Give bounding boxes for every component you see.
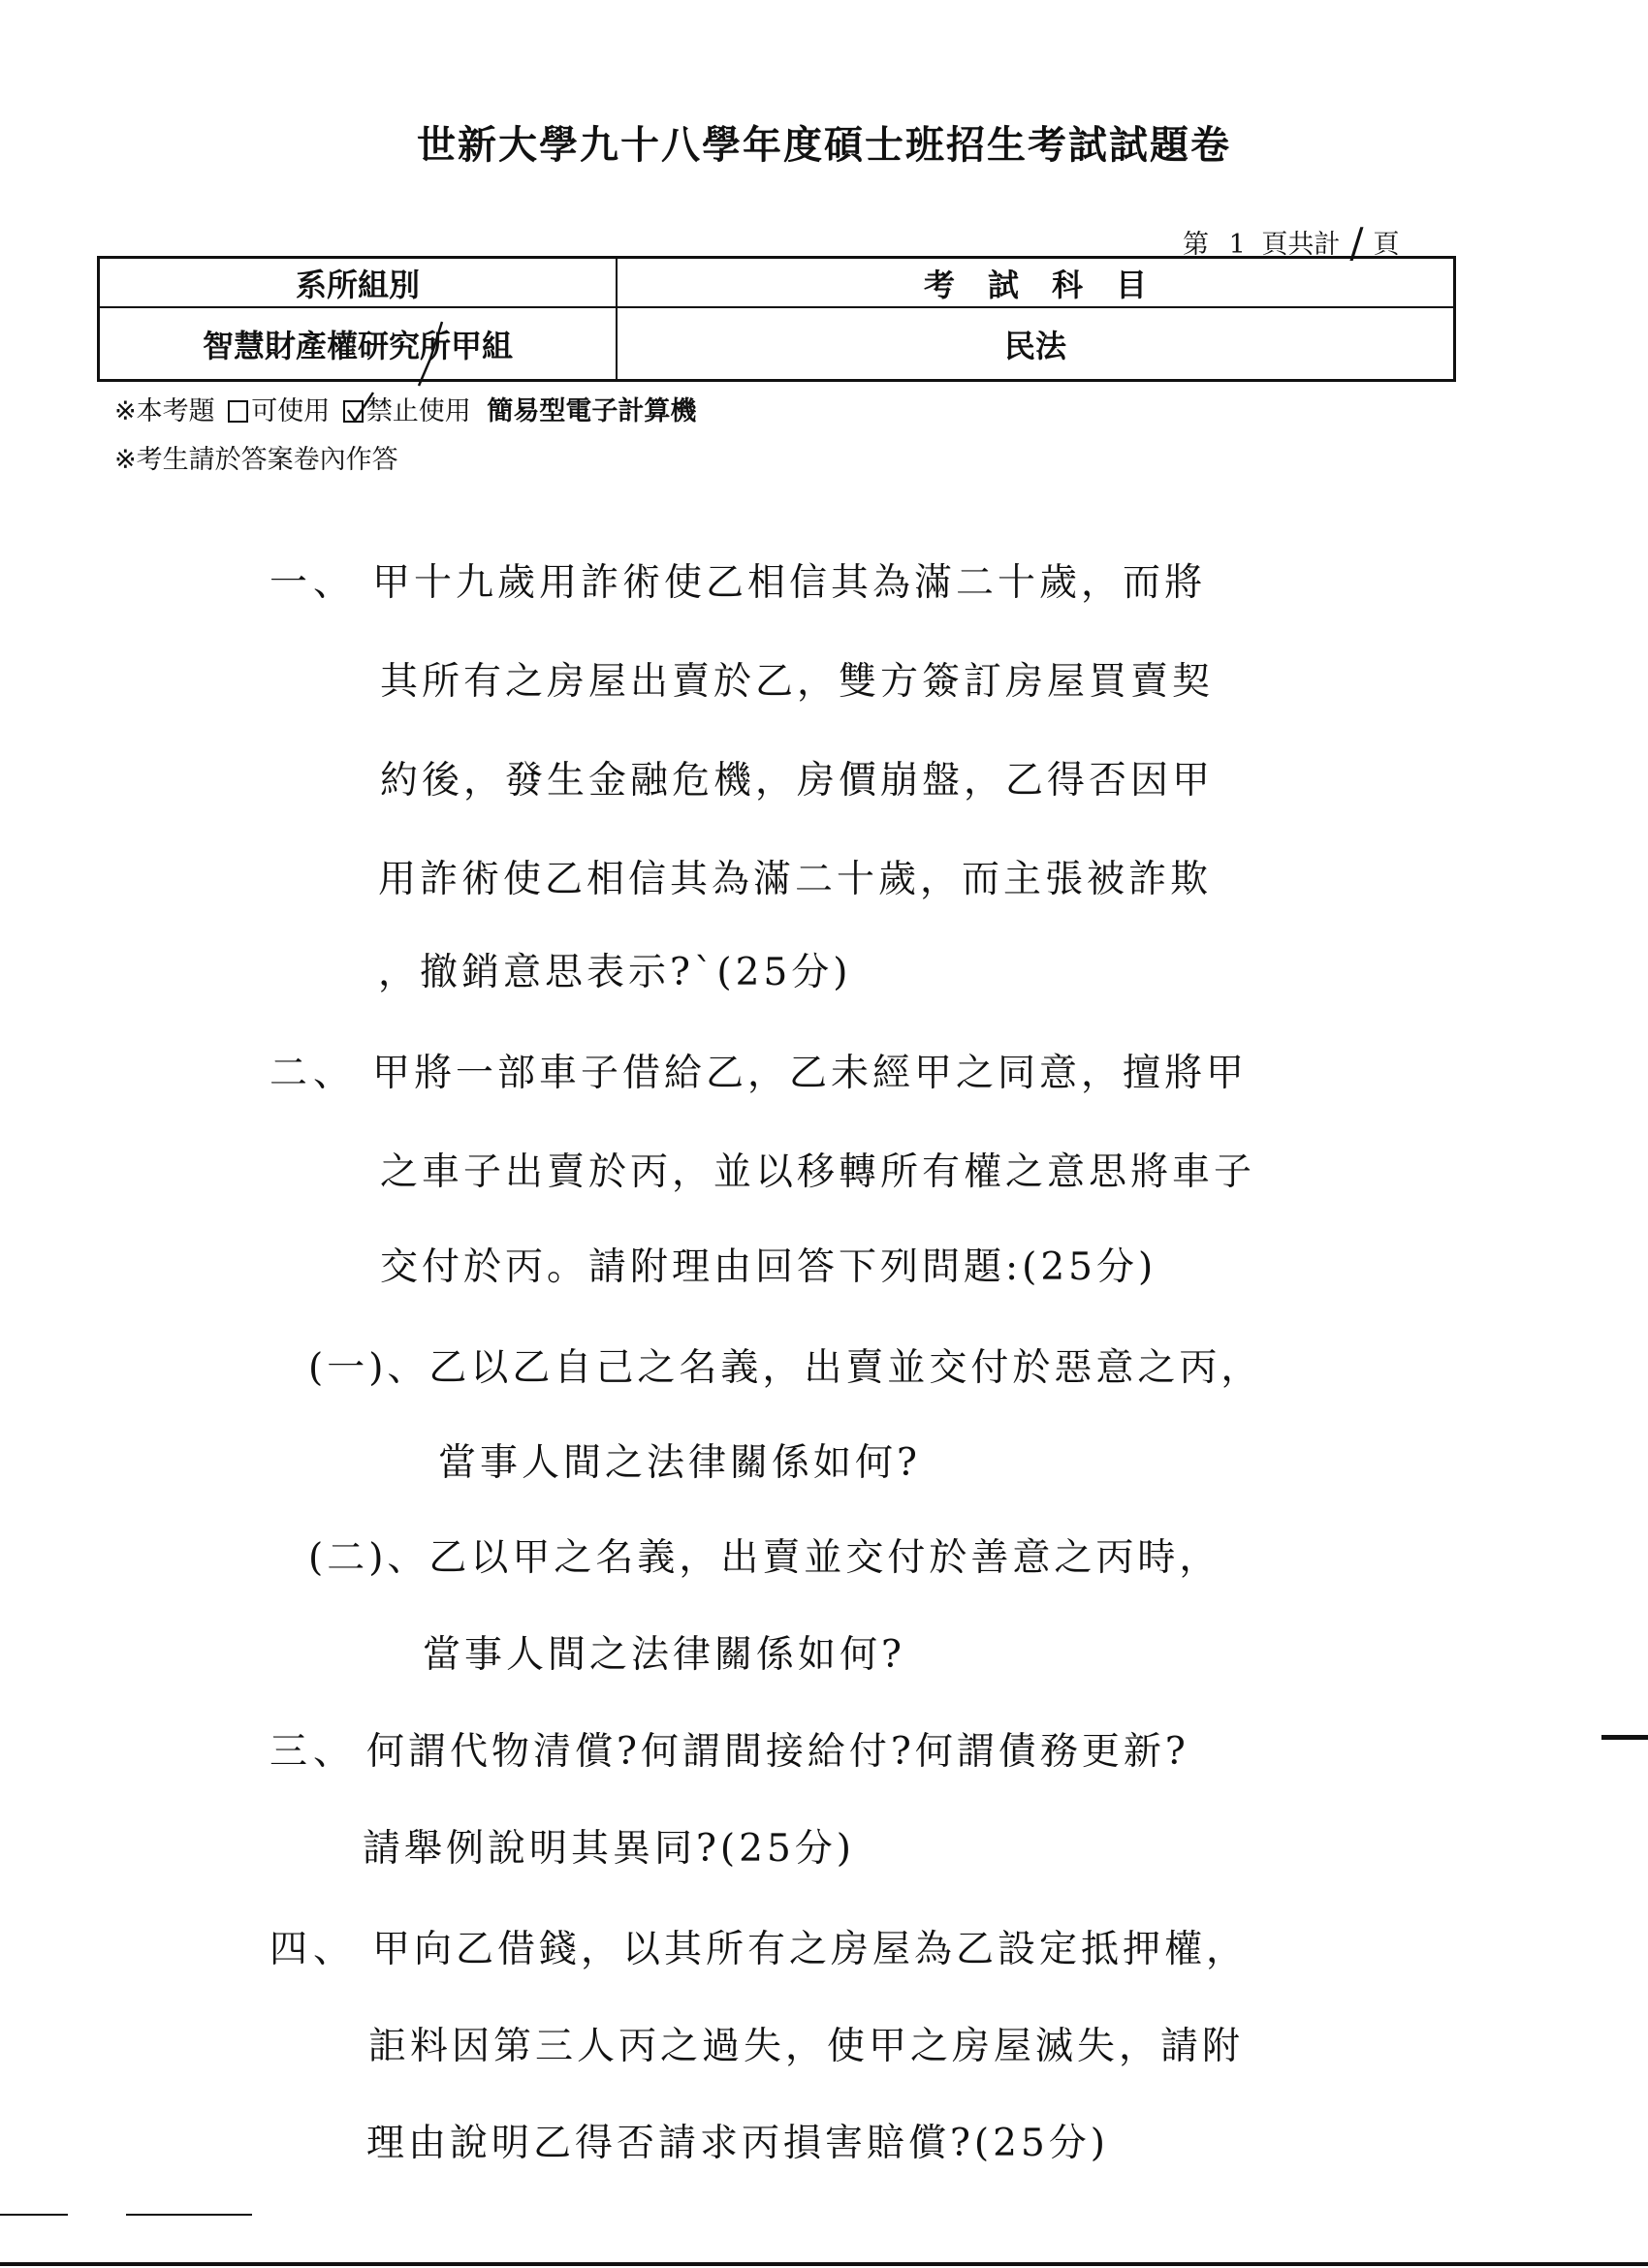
scan-artifact-mark	[126, 2214, 252, 2216]
page-middle: 頁共計	[1261, 230, 1341, 260]
question-2-sub-2-line: 當事人間之法律關係如何?	[423, 1633, 905, 1677]
exam-info-table	[97, 256, 1456, 382]
question-4-number: 四、	[269, 1928, 358, 1971]
calculator-note-prefix: ※本考題	[114, 396, 215, 426]
question-3-line: 何謂代物清償?何謂間接給付?何謂債務更新?	[366, 1730, 1189, 1774]
question-3-number: 三、	[269, 1730, 358, 1774]
pen-stroke-mark	[413, 320, 452, 388]
question-2-sub-1-line: 當事人間之法律關係如何?	[438, 1441, 921, 1485]
question-2-line: 之車子出賣於丙，並以移轉所有權之意思將車子	[380, 1150, 1256, 1194]
scan-artifact-mark	[0, 2214, 68, 2216]
question-3-line: 請舉例說明其異同?(25分)	[363, 1827, 855, 1871]
question-1-line: 用詐術使乙相信其為滿二十歲，而主張被詐欺	[378, 858, 1213, 901]
question-2-sub-2-line: (二)、乙以甲之名義，出賣並交付於善意之丙時，	[308, 1536, 1221, 1580]
subject-header: 考試科目	[617, 258, 1455, 308]
info-table-header-row	[99, 258, 1455, 308]
scan-artifact-mark	[1601, 1735, 1648, 1740]
calculator-note	[114, 390, 696, 427]
calculator-note-suffix: 簡易型電子計算機	[487, 396, 697, 426]
question-2-number: 二、	[269, 1052, 358, 1095]
question-4-line: 甲向乙借錢，以其所有之房屋為乙設定抵押權，	[372, 1928, 1249, 1971]
question-4-line: 理由說明乙得否請求丙損害賠償?(25分)	[366, 2122, 1109, 2165]
option-allowed-label: 可使用	[251, 396, 331, 426]
question-1-line: ，撤銷意思表示?`(25分)	[378, 951, 852, 994]
check-mark-icon	[346, 391, 375, 424]
question-1-number: 一、	[269, 561, 358, 605]
department-header: 系所組別	[99, 258, 618, 308]
question-4-line: 詎料因第三人丙之過失，使甲之房屋滅失，請附	[368, 2025, 1245, 2068]
department-value: 智慧財產權研究所甲組	[99, 307, 618, 381]
page-current: 1	[1228, 230, 1246, 260]
option-forbidden-label: 禁止使用	[365, 396, 471, 426]
exam-title: 世新大學九十八學年度碩士班招生考試試題卷	[417, 122, 1231, 168]
info-table-value-row	[99, 307, 1455, 381]
checkbox-allowed	[228, 400, 248, 423]
answer-sheet-note: ※考生請於答案卷內作答	[114, 445, 398, 475]
question-1-line: 甲十九歲用詐術使乙相信其為滿二十歲，而將	[372, 561, 1207, 605]
question-1-line: 其所有之房屋出賣於乙，雙方簽訂房屋買賣契	[380, 660, 1215, 704]
scan-artifact-bottom-edge	[0, 2262, 1648, 2266]
question-2-sub-1-line: (一)、乙以乙自己之名義，出賣並交付於惡意之丙，	[308, 1346, 1263, 1390]
checkbox-forbidden	[343, 400, 364, 423]
page-suffix: 頁	[1373, 230, 1400, 260]
page-prefix: 第	[1183, 230, 1209, 260]
subject-value: 民法	[617, 307, 1455, 381]
question-2-line: 交付於丙。請附理由回答下列問題:(25分)	[380, 1245, 1157, 1289]
page-total-mark: /	[1349, 219, 1364, 267]
question-2-line: 甲將一部車子借給乙，乙未經甲之同意，擅將甲	[372, 1052, 1249, 1095]
question-1-line: 約後，發生金融危機，房價崩盤，乙得否因甲	[380, 759, 1215, 803]
